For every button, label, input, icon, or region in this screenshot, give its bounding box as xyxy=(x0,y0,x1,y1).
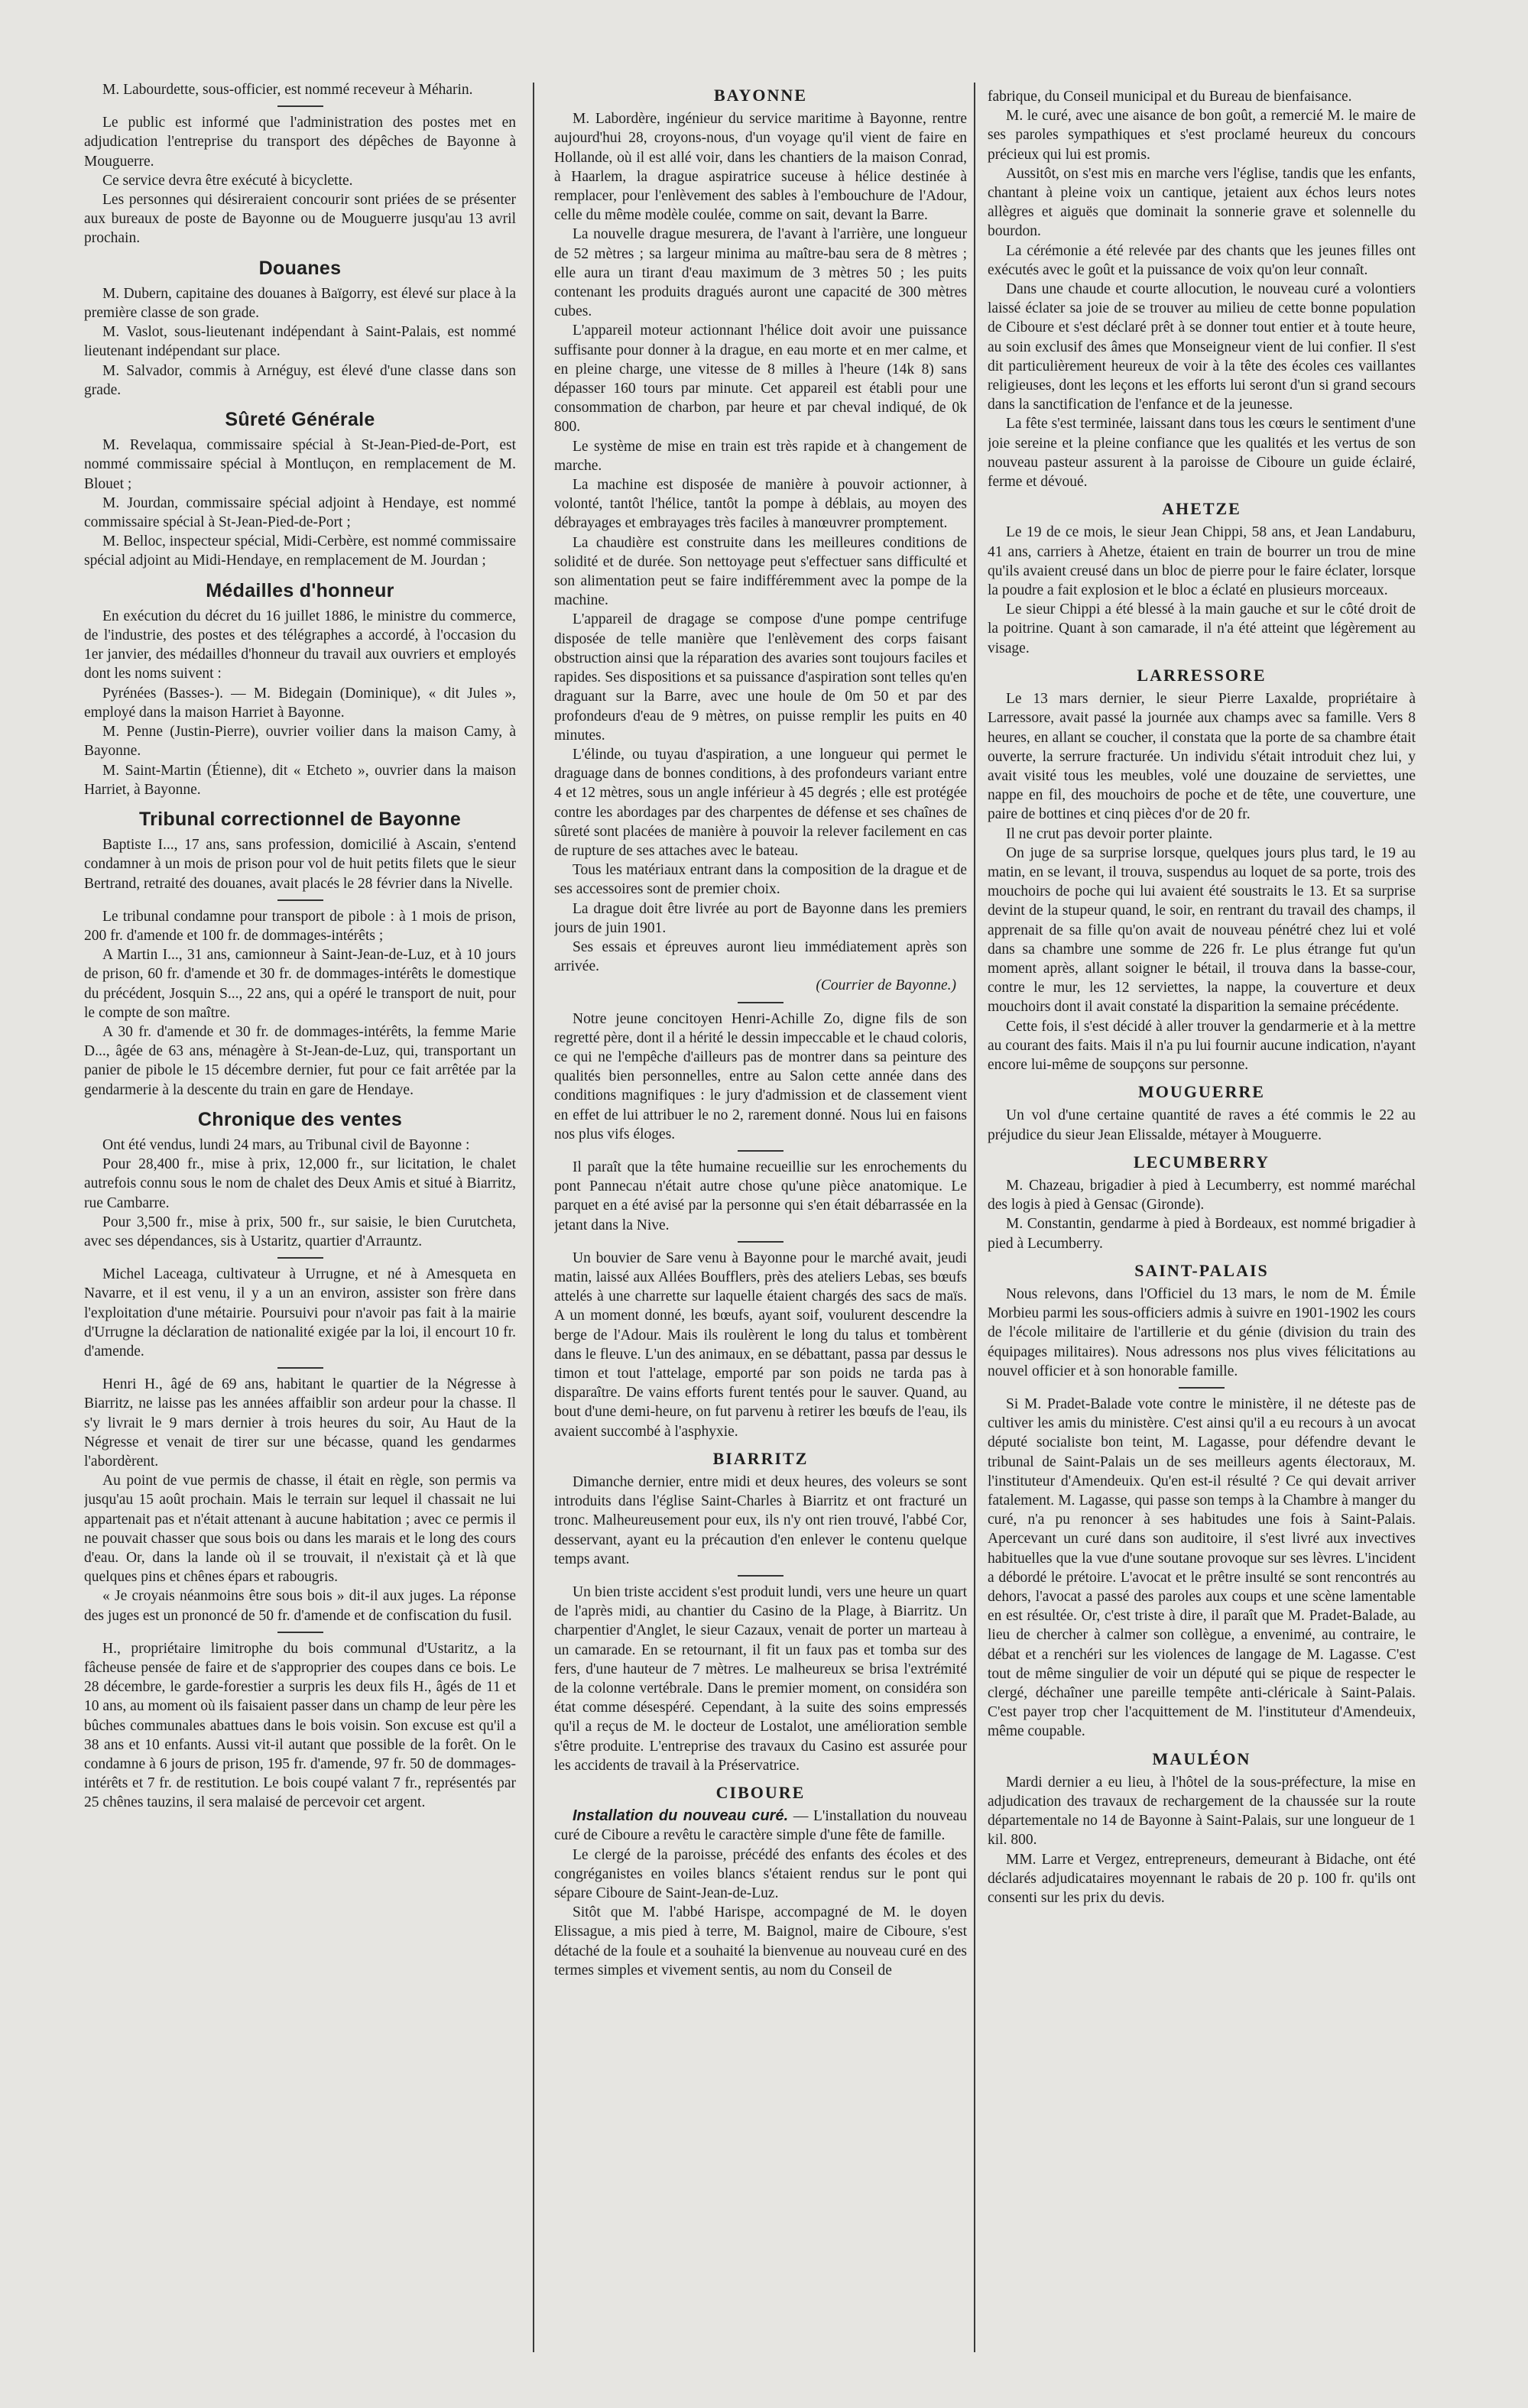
separator xyxy=(738,1575,783,1577)
paragraph: M. Labourdette, sous-officier, est nommé receveur à Méharin. xyxy=(102,82,473,98)
paragraph: La drague doit être livrée au port de Bayonne dans les premiers jours de juin 1901. xyxy=(554,900,967,936)
separator xyxy=(277,1632,323,1633)
paragraph: M. Chazeau, brigadier à pied à Lecumberry, est nommé maréchal des logis à pied à Gensac (Gironde). xyxy=(988,1177,1416,1214)
paragraph: Un bien triste accident s'est produit lundi, vers une heure un quart de l'après midi, au chantier du Casino de la Plage, à Biarritz. Un charpentier d'Anglet, le sieur Cazaux, venait de porter un marteau à un camarade. En se retournant, il fit un faux pas et tomba sur des fers, d'une hauteur de 7 mètres. Le malheureux se brisa l'extrémité de la colonne vertébrale. Dans le premier moment, on considéra son état comme désespéré. Cependant, à la suite des soins empressés qu'il a reçus de M. le docteur de Lostalot, une amélioration semble s'être produite. L'entreprise des travaux du Casino est assurée pour les accidents de travail à la Préservatrice. xyxy=(554,1584,967,1774)
column-3 xyxy=(988,87,1416,1907)
paragraph: Il paraît que la tête humaine recueillie sur les enrochements du pont Pannecau n'était autre chose qu'une pièce anatomique. Le parquet en a été avisé par la personne qui s'en était débarrassée en la jetant dans la Nive. xyxy=(554,1159,967,1233)
paragraph: La cérémonie a été relevée par des chants que les jeunes filles ont exécutés avec le goût et la puissance de voix qu'on leur connaît. xyxy=(988,242,1416,278)
section-heading: SAINT-PALAIS xyxy=(1134,1260,1269,1280)
separator xyxy=(738,1241,783,1243)
paragraph: Le système de mise en train est très rapide et à changement de marche. xyxy=(554,438,967,474)
paragraph: Le tribunal condamne pour transport de pibole : à 1 mois de prison, 200 fr. d'amende et 100 fr. de dommages-intérêts ; xyxy=(84,908,516,944)
paragraph: M. Constantin, gendarme à pied à Bordeaux, est nommé brigadier à pied à Lecumberry. xyxy=(988,1216,1416,1252)
column-rule-left xyxy=(533,83,534,2352)
paragraph: On juge de sa surprise lorsque, quelques jours plus tard, le 19 au matin, en se levant, il trouva, suspendus au loquet de sa porte, trois des mouchoirs de poche qui lui avaient été soustraits le 13. Et sa surprise devint de la stupeur quand, le soir, en rentrant du travail des champs, il apprenait de sa fille qu'on avait de nouveau pénétré chez lui et volé dans sa chambre une somme de 226 fr. Le plus étrange fut qu'un moment après, allant soigner le bétail, il trouva dans la basse-cour, contre le mur, les 12 serviettes, la nappe, la couverture et deux mouchoirs dont il avait constaté la disparition la semaine précédente. xyxy=(988,844,1416,1016)
paragraph: M. Dubern, capitaine des douanes à Baïgorry, est élevé sur place à la première classe de son grade. xyxy=(84,285,516,322)
paragraph: Nous relevons, dans l'Officiel du 13 mars, le nom de M. Émile Morbieu parmi les sous-officiers admis à suivre en 1901-1902 les cours de l'école militaire de l'artillerie et du génie (division du train des équipages militaires). Nous adressons nos plus vives félicitations au nouvel officier et à son honorable famille. xyxy=(988,1285,1416,1379)
paragraph: Baptiste I..., 17 ans, sans profession, domicilié à Ascain, s'entend condamner à un mois de prison pour vol de huit petits filets que le sieur Bertrand, retraité des douanes, avait placés le 28 février dans la Nivelle. xyxy=(84,837,516,892)
paragraph: Dans une chaude et courte allocution, le nouveau curé a volontiers laissé éclater sa joie de se trouver au milieu de cette bonne population de Ciboure et s'est déclaré prêt à se donner tout entier et à toute heure, au soin exclusif des âmes que Monseigneur vient de lui confier. Il s'est dit particulièrement heureux de voir à la tête des écoles ces vaillantes religieuses, dont les leçons et les efforts lui seront d'un si grand secours dans la sanctification de l'enfance et de la jeunesse. xyxy=(988,281,1416,413)
column-1 xyxy=(84,80,516,1813)
paragraph: La nouvelle drague mesurera, de l'avant à l'arrière, une longueur de 52 mètres ; sa largeur minima au maître-bau sera de 8 mètres ; elle aura un tirant d'eau maximum de 3 mètres 50 ; les puits contenant les produits dragués auront une capacité de 300 mètres cubes. xyxy=(554,226,967,320)
paragraph: Les personnes qui désireraient concourir sont priées de se présenter aux bureaux de poste de Bayonne ou de Mouguerre jusqu'au 13 avril prochain. xyxy=(84,192,516,247)
section-heading: BAYONNE xyxy=(714,86,807,105)
paragraph: En exécution du décret du 16 juillet 1886, le ministre du commerce, de l'industrie, des postes et des télégraphes a accordé, à l'occasion du 1er janvier, des médailles d'honneur du travail aux ouvriers et employés dont les noms suivent : xyxy=(84,608,516,682)
paragraph: Il ne crut pas devoir porter plainte. xyxy=(1006,825,1213,842)
paragraph: M. Belloc, inspecteur spécial, Midi-Cerbère, est nommé commissaire spécial adjoint au Midi-Hendaye, en remplacement de M. Jourdan ; xyxy=(84,533,516,569)
section-heading: Douanes xyxy=(258,257,342,279)
section-heading: Médailles d'honneur xyxy=(206,579,394,601)
separator xyxy=(277,1367,323,1369)
paragraph: Notre jeune concitoyen Henri-Achille Zo, digne fils de son regretté père, dont il a hérité le dessin impeccable et le chaud coloris, ce qui ne l'empêche d'ailleurs pas de montrer dans sa peinture des qualités bien personnelles, entre au Salon cette année dans des conditions magnifiques : le jury d'admission et de classement vient en effet de lui attribuer le no 2, rarement donné. Nous lui en faisons nos plus vifs éloges. xyxy=(554,1010,967,1142)
paragraph: « Je croyais néanmoins être sous bois » dit-il aux juges. La réponse des juges est un prononcé de 50 fr. d'amende et de confiscation du fusil. xyxy=(84,1588,516,1624)
section-heading: MAULÉON xyxy=(1152,1748,1251,1768)
paragraph: M. Jourdan, commissaire spécial adjoint à Hendaye, est nommé commissaire spécial à St-Jean-Pied-de-Port ; xyxy=(84,494,516,531)
paragraph: Dimanche dernier, entre midi et deux heures, des voleurs se sont introduits dans l'église Saint-Charles à Biarritz et ont fracturé un tronc. Malheureusement pour eux, ils n'y ont rien trouvé, l'abbé Cor, desservant, ayant eu la précaution d'en enlever le contenu quelque temps avant. xyxy=(554,1474,967,1567)
paragraph: Le 13 mars dernier, le sieur Pierre Laxalde, propriétaire à Larressore, avait passé la journée aux champs avec sa famille. Vers 8 heures, en allant se coucher, il constata que la porte de sa chambre était ouverte, la serrure fracturée. Un individu s'était introduit chez lui, y avait visité tous les meubles, volé une douzaine de serviettes, une nappe en fil, des mouchoirs de poche et de tête, une couverture, une paire de bottines et cinq pièces d'or de 20 fr. xyxy=(988,691,1416,823)
paragraph: Pyrénées (Basses-). — M. Bidegain (Dominique), « dit Jules », employé dans la maison Harriet à Bayonne. xyxy=(84,685,516,721)
paragraph: Henri H., âgé de 69 ans, habitant le quartier de la Négresse à Biarritz, ne laisse pas les années affaiblir son ardeur pour la chasse. Il s'y livrait le 9 mars dernier à trois heures du soir, Au Haut de la Négresse et venait de tirer sur une bécasse, quand les gendarmes l'abordèrent. xyxy=(84,1376,516,1470)
paragraph: A Martin I..., 31 ans, camionneur à Saint-Jean-de-Luz, et à 10 jours de prison, 60 fr. d'amende et 30 fr. de dommages-intérêts le domestique du précédent, Josquin S..., 22 ans, qui a opéré le transport de nuit, pour le compte de son maître. xyxy=(84,947,516,1021)
column-rule-right xyxy=(974,83,975,2352)
paragraph: Pour 3,500 fr., mise à prix, 500 fr., sur saisie, le bien Curutcheta, avec ses dépendances, sis à Ustaritz, quartier d'Arrauntz. xyxy=(84,1214,516,1249)
separator xyxy=(277,105,323,107)
paragraph: Le sieur Chippi a été blessé à la main gauche et sur le côté droit de la poitrine. Quant à son camarade, il n'a été atteint que légèrement au visage. xyxy=(988,601,1416,656)
section-heading: BIARRITZ xyxy=(712,1448,809,1468)
paragraph: L'élinde, ou tuyau d'aspiration, a une longueur qui permet le draguage dans de bonnes conditions, à des profondeurs variant entre 4 et 12 mètres, sous un angle inférieur à 45 degrés ; elle est protégée contre les abordages par des charpentes de défense et ses chaînes de sûreté sont placées de manière à pouvoir la relever facilement en cas de rupture de ses attaches avec le bateau. xyxy=(554,746,967,859)
paragraph: Pour 28,400 fr., mise à prix, 12,000 fr., sur licitation, le chalet autrefois connu sous le nom de chalet des Deux Amis et situé à Biarritz, rue Cambarre. xyxy=(84,1156,516,1211)
paragraph xyxy=(554,1807,967,1845)
paragraph: Au point de vue permis de chasse, il était en règle, son permis va jusqu'au 15 août prochain. Mais le terrain sur lequel il chassait ne lui appartenait pas et n'était attenant à aucune habitation ; avec ce permis il ne pouvait chasser que sous bois ou dans les marais et le long des cours d'eau. Or, dans la lande où il se trouvait, il n'existait çà et là que quelques pins et chênes épars et rabougris. xyxy=(84,1473,516,1586)
paragraph: M. Salvador, commis à Arnéguy, est élevé d'une classe dans son grade. xyxy=(84,362,516,398)
paragraph: Michel Laceaga, cultivateur à Urrugne, et né à Amesqueta en Navarre, et il est venu, il y a un an environ, assister son frère dans l'exploitation d'une métairie. Poursuivi pour n'avoir pas fait à la mairie d'Urrugne la déclaration de nationalité exigée par la loi, il encourt 10 fr. d'amende. xyxy=(84,1266,516,1360)
section-heading: LECUMBERRY xyxy=(1133,1152,1270,1172)
paragraph: Aussitôt, on s'est mis en marche vers l'église, tandis que les enfants, chantant à pleine voix un cantique, jetaient aux échos leurs notes allègres et aiguës que dominait la sonnerie grave et solennelle du bourdon. xyxy=(988,165,1416,240)
subheading: Installation du nouveau curé. xyxy=(573,1807,789,1825)
section-heading: Sûreté Générale xyxy=(225,409,375,431)
separator xyxy=(738,1002,783,1003)
paragraph: fabrique, du Conseil municipal et du Bureau de bienfaisance. xyxy=(988,89,1352,105)
paragraph: H., propriétaire limitrophe du bois communal d'Ustaritz, a la fâcheuse pensée de faire et de s'approprier des coupes dans ce bois. Le 28 décembre, le garde-forestier a surpris les deux fils H., âgés de 11 et 10 ans, au moment où ils faisaient passer dans un champ de leur père les bûches communales abattues dans le bois voisin. Son excuse est qu'il a 38 ans et 10 enfants. Aussi vit-il autant que possible de la forêt. On le condamne à 6 jours de prison, 195 fr. d'amende, 97 fr. 50 de dommages-intérêts et 7 fr. de restitution. Le bois coupé valant 7 fr., représentés par 25 chênes tauzins, il sera malaisé de percevoir cet argent. xyxy=(84,1640,516,1811)
paragraph: Sitôt que M. l'abbé Harispe, accompagné de M. le doyen Elissague, a mis pied à terre, M. Baignol, maire de Ciboure, s'est détaché de la foule et a souhaité la bienvenue au nouveau curé en des termes simples et vivement sentis, au nom du Conseil de xyxy=(554,1904,967,1979)
section-heading: Tribunal correctionnel de Bayonne xyxy=(138,808,462,830)
paragraph: Le 19 de ce mois, le sieur Jean Chippi, 58 ans, et Jean Landaburu, 41 ans, carriers à Ahetze, étaient en train de bourrer un trou de mine qu'ils avaient creusé dans un bloc de pierre pour le faire éclater, lorsque la poudre a fait explosion et le bloc a éclaté en plusieurs morceaux. xyxy=(988,524,1416,599)
paragraph: Cette fois, il s'est décidé à aller trouver la gendarmerie et à la mettre au courant des faits. Mais il n'a pu lui fournir aucune indication, n'ayant encore lui-même de soupçons sur personne. xyxy=(988,1018,1416,1073)
paragraph: La machine est disposée de manière à pouvoir actionner, à volonté, tantôt l'hélice, tantôt la pompe à déblais, au moyen des débrayages et embrayages très faciles à manœuvrer promptement. xyxy=(554,477,967,532)
paragraph: Un vol d'une certaine quantité de raves a été commis le 22 au préjudice du sieur Jean Elissalde, métayer à Mouguerre. xyxy=(988,1107,1416,1143)
paragraph: M. Labordère, ingénieur du service maritime à Bayonne, rentre aujourd'hui 28, croyons-nous, d'un voyage qu'il vient de faire en Hollande, où il est allé voir, dans les chantiers de la maison Conrad, à Haarlem, la drague aspiratrice suceuse à hélice destinée à remplacer, pour l'enlèvement des sables à l'embouchure de l'Adour, celle du même modèle coulée, comme on sait, devant la Barre. xyxy=(554,111,967,224)
paragraph: M. le curé, avec une aisance de bon goût, a remercié M. le maire de ses paroles sympathiques et s'est proclamé heureux du concours précieux qui lui est promis. xyxy=(988,108,1416,163)
paragraph: Un bouvier de Sare venu à Bayonne pour le marché avait, jeudi matin, laissé aux Allées Boufflers, près des ateliers Lebas, ses bœufs attelés à une charrette sur laquelle étaient chargés des sacs de maïs. A un moment donné, les bœufs, ayant soif, voulurent descendre la berge de l'Adour. Mais ils roulèrent le long du talus et tombèrent dans le fleuve. L'un des animaux, en se débattant, passa par dessus le timon et tout l'attelage, emporté par son poids ne tarda pas à disparaître. De vains efforts furent tentés pour le sauver. Quand, au bout d'une demi-heure, on fut parvenu à retirer les bœufs de l'eau, ils avaient succombé à l'asphyxie. xyxy=(554,1249,967,1440)
section-heading: AHETZE xyxy=(1162,499,1241,519)
paragraph: Le public est informé que l'administration des postes met en adjudication l'entreprise du transport des dépêches de Bayonne à Mouguerre. xyxy=(84,115,516,170)
paragraph: Ont été vendus, lundi 24 mars, au Tribunal civil de Bayonne : xyxy=(102,1136,470,1153)
paragraph: L'appareil moteur actionnant l'hélice doit avoir une puissance suffisante pour donner à la drague, en eau morte et en mer calme, et en pleine charge, une vitesse de 8 milles à l'heure (14k 8) sans dépasser 160 tours par minute. Cet appareil est établi pour une consommation de charbon, par heure et par cheval indiqué, de 0k 800. xyxy=(554,322,967,436)
paragraph: Ce service devra être exécuté à bicyclette. xyxy=(102,172,353,189)
paragraph: Ses essais et épreuves auront lieu immédiatement après son arrivée. xyxy=(554,938,967,975)
paragraph: Mardi dernier a eu lieu, à l'hôtel de la sous-préfecture, la mise en adjudication des travaux de rechargement de la chaussée sur la route départementale no 14 de Bayonne à Saint-Palais, sur une longueur de 1 kil. 800. xyxy=(988,1774,1416,1849)
paragraph: Si M. Pradet-Balade vote contre le ministère, il ne déteste pas de cultiver les amis du ministère. C'est ainsi qu'il a eu recours à un avocat député socialiste bon teint, M. Lagasse, pour défendre devant le tribunal de Saint-Palais un de ses meilleurs agents électoraux, M. l'instituteur d'Amendeuix. Qu'en est-il résulté ? Ce qui devait arriver fatalement. M. Lagasse, qui passe son temps à la Chambre à manger du curé, n'a pu renoncer à ses habitudes une fois à Saint-Palais. Apercevant un curé dans son auditoire, il s'est livré aux invectives habituelles que la vue d'une soutane provoque sur ses lèvres. L'incident a débordé le prétoire. L'avocat et le prêtre insulté se sont rencontrés au dehors, l'avocat a passé des paroles aux coups et une scène lamentable en est résultée. Or, c'est triste à dire, il paraît que M. Pradet-Balade, au lieu de chercher à calmer son collègue, a envenimé, au contraire, le débat et a renchéri sur les violences de langage de M. Lagasse. C'est tout de même singulier de voir un député qui se pique de respecter le clergé, déchaîner une pareille tempête anti-cléricale à Saint-Palais. C'est payer trop cher l'acquittement de M. l'instituteur d'Amendeuix, même coupable. xyxy=(988,1396,1416,1740)
paragraph: MM. Larre et Vergez, entrepreneurs, demeurant à Bidache, ont été déclarés adjudicataires moyennant le rabais de 20 p. 100 fr. qu'ils ont consenti sur les prix du devis. xyxy=(988,1851,1416,1907)
paragraph: M. Saint-Martin (Étienne), dit « Etcheto », ouvrier dans la maison Harriet, à Bayonne. xyxy=(84,762,516,798)
paragraph-text: — L'installation du nouveau curé de Ciboure a revêtu le caractère simple d'une fête de famille. xyxy=(554,1808,967,1844)
section-heading: LARRESSORE xyxy=(1137,665,1267,685)
paragraph: A 30 fr. d'amende et 30 fr. de dommages-intérêts, la femme Marie D..., âgée de 63 ans, ménagère à St-Jean-de-Luz, qui, transportant un panier de pibole le 15 décembre dernier, fut pour ce fait arrêtée par la gendarmerie à la descente du train en gare de Hendaye. xyxy=(84,1023,516,1098)
separator xyxy=(277,1257,323,1259)
source-credit: (Courrier de Bayonne.) xyxy=(816,977,956,994)
separator xyxy=(277,899,323,901)
separator xyxy=(738,1150,783,1152)
section-heading: CIBOURE xyxy=(715,1783,806,1803)
paragraph: L'appareil de dragage se compose d'une pompe centrifuge disposée de telle manière que l'enlèvement des corps faisant obstruction ainsi que la réparation des avaries sont toujours faciles et rapides. Ses dispositions et sa puissance d'aspiration sont telles qu'en draguant sur la Barre, avec une houle de 0m 50 et par des profondeurs d'eau de 9 mètres, on puisse remplir les puits en 40 minutes. xyxy=(554,611,967,744)
section-heading: MOUGUERRE xyxy=(1138,1082,1265,1102)
separator xyxy=(1179,1387,1225,1389)
paragraph: Tous les matériaux entrant dans la composition de la drague et de ses accessoires sont de premier choix. xyxy=(554,862,967,898)
paragraph: M. Revelaqua, commissaire spécial à St-Jean-Pied-de-Port, est nommé commissaire spécial à Montluçon, en remplacement de M. Blouet ; xyxy=(84,437,516,492)
paragraph: La chaudière est construite dans les meilleures conditions de solidité et de durée. Son nettoyage peut s'effectuer sans difficulté et son alimentation peut se faire indifféremment avec la pompe de la machine. xyxy=(554,534,967,609)
paragraph: Le clergé de la paroisse, précédé des enfants des écoles et des congréganistes en voiles blancs s'étaient rendus sur le pont qui sépare Ciboure de Saint-Jean-de-Luz. xyxy=(554,1846,967,1902)
paragraph: M. Penne (Justin-Pierre), ouvrier voilier dans la maison Camy, à Bayonne. xyxy=(84,724,516,760)
section-heading: Chronique des ventes xyxy=(197,1108,403,1130)
paragraph: M. Vaslot, sous-lieutenant indépendant à Saint-Palais, est nommé lieutenant indépendant sur place. xyxy=(84,324,516,360)
column-2 xyxy=(554,86,967,1980)
paragraph: La fête s'est terminée, laissant dans tous les cœurs le sentiment d'une joie sereine et la pleine confiance que les qualités et les vertus de son nouveau pasteur assurent à la paroisse de Ciboure un guide éclairé, ferme et dévoué. xyxy=(988,416,1416,491)
